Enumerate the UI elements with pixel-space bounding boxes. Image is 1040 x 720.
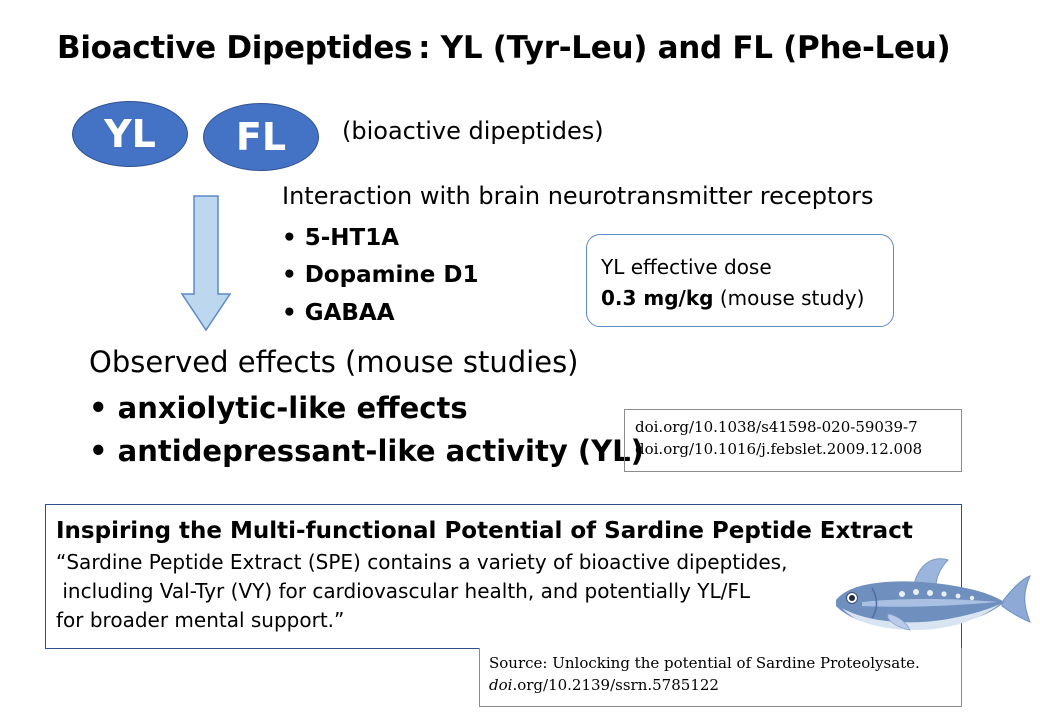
receptor-item: • 5-HT1A — [282, 225, 399, 251]
dose-value: 0.3 mg/kg — [601, 286, 714, 310]
reference-link[interactable]: doi.org/10.1016/j.febslet.2009.12.008 — [635, 440, 923, 458]
receptor-item: • Dopamine D1 — [282, 262, 479, 288]
down-arrow-icon — [180, 194, 232, 332]
quote-line: including Val-Tyr (VY) for cardiovascular health, and potentially YL/FL — [56, 579, 751, 603]
receptors-heading: Interaction with brain neurotransmitter receptors — [282, 182, 874, 210]
dose-line — [601, 283, 893, 314]
pill-caption: (bioactive dipeptides) — [342, 117, 604, 145]
slide-title: Bioactive Dipeptides : YL (Tyr-Leu) and FL (Phe-Leu) — [57, 30, 951, 66]
receptor-item: • GABAA — [282, 300, 395, 326]
effect-item: • antidepressant-like activity (YL) — [89, 434, 644, 468]
spe-quote-box — [45, 504, 962, 649]
source-doi-link[interactable] — [489, 674, 961, 696]
spe-quote — [56, 548, 961, 635]
source-text: Source: Unlocking the potential of Sardine Proteolysate. — [489, 654, 920, 672]
effect-item: • anxiolytic-like effects — [89, 391, 468, 425]
sardine-fish-icon — [832, 556, 1032, 646]
quote-line: for broader mental support.” — [56, 608, 345, 632]
source-box — [479, 648, 962, 707]
dose-note: (mouse study) — [713, 286, 865, 310]
dose-callout-box — [586, 234, 894, 327]
fl-pill: FL — [203, 103, 319, 171]
effects-heading: Observed effects (mouse studies) — [89, 345, 579, 379]
references-box — [624, 409, 962, 472]
source-doi-prefix: doi — [489, 676, 513, 694]
reference-link[interactable]: doi.org/10.1038/s41598-020-59039-7 — [635, 418, 918, 436]
dose-label: YL effective dose — [601, 255, 772, 279]
spe-title: Inspiring the Multi-functional Potential of Sardine Peptide Extract — [56, 518, 913, 544]
yl-pill: YL — [72, 101, 188, 167]
quote-line: “Sardine Peptide Extract (SPE) contains a variety of bioactive dipeptides, — [56, 550, 788, 574]
source-doi-rest: .org/10.2139/ssrn.5785122 — [512, 676, 719, 694]
